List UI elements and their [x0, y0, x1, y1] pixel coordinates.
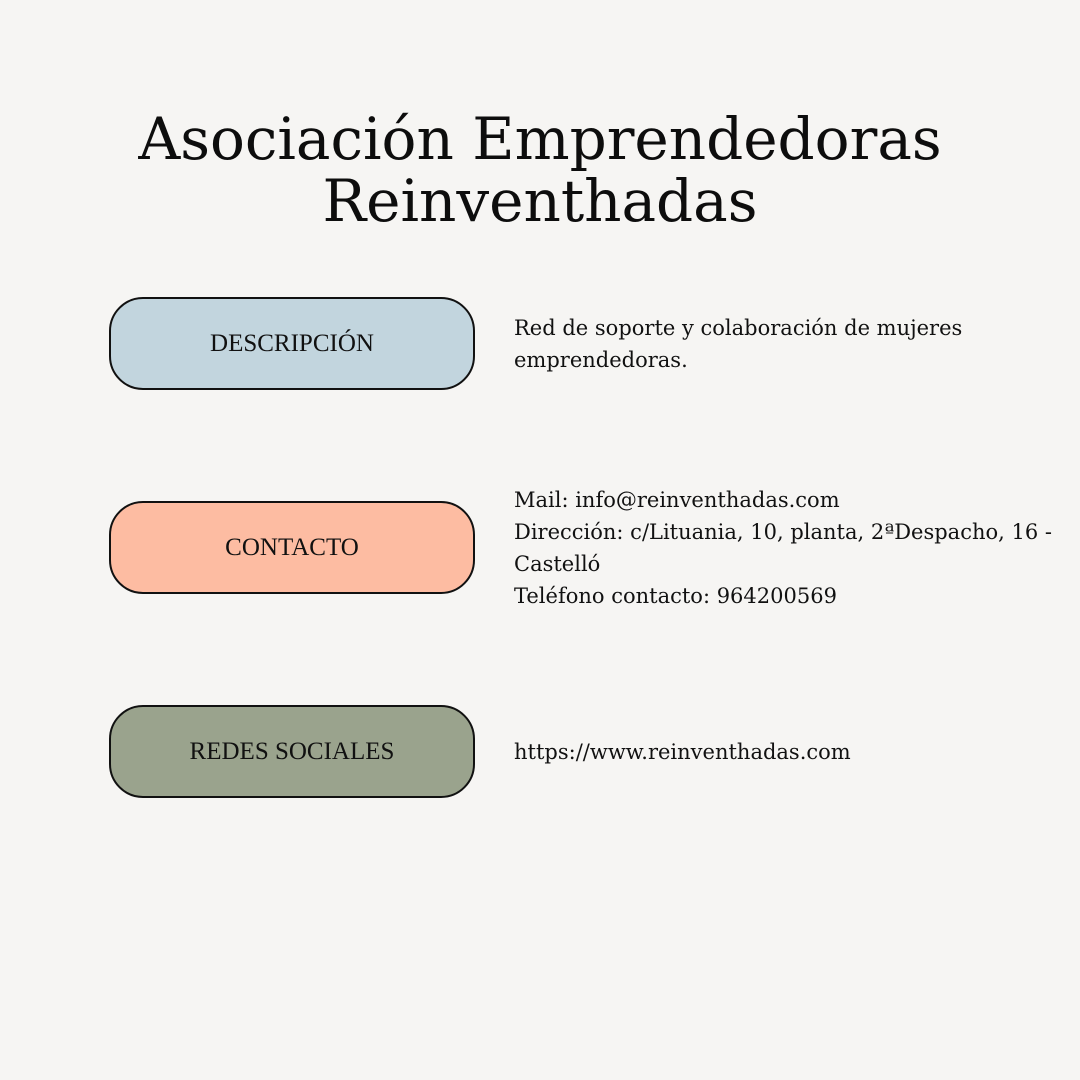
descripcion-text-line-2: emprendedoras.	[514, 348, 688, 372]
descripcion-button[interactable]	[109, 297, 475, 390]
contacto-mail[interactable]: Mail: info@reinventhadas.com	[514, 488, 840, 512]
contacto-button[interactable]	[109, 501, 475, 594]
title-line-2: Reinventhadas	[322, 167, 758, 235]
redes-sociales-text	[514, 736, 1059, 768]
descripcion-text-line-1: Red de soporte y colaboración de mujeres	[514, 316, 963, 340]
descripcion-label: DESCRIPCIÓN	[210, 329, 374, 357]
contacto-details	[514, 484, 1059, 612]
contacto-direccion-line-2: Castelló	[514, 552, 601, 576]
page-title	[0, 105, 1080, 235]
contacto-telefono[interactable]: Teléfono contacto: 964200569	[514, 584, 837, 608]
contacto-direccion-line-1: Dirección: c/Lituania, 10, planta, 2ªDespacho, 16 -	[514, 520, 1052, 544]
descripcion-text	[514, 312, 1059, 376]
contacto-label: CONTACTO	[225, 533, 359, 561]
redes-sociales-button[interactable]	[109, 705, 475, 798]
website-link[interactable]: https://www.reinventhadas.com	[514, 740, 851, 764]
title-line-1: Asociación Emprendedoras	[138, 105, 942, 173]
redes-sociales-label: REDES SOCIALES	[189, 737, 395, 765]
